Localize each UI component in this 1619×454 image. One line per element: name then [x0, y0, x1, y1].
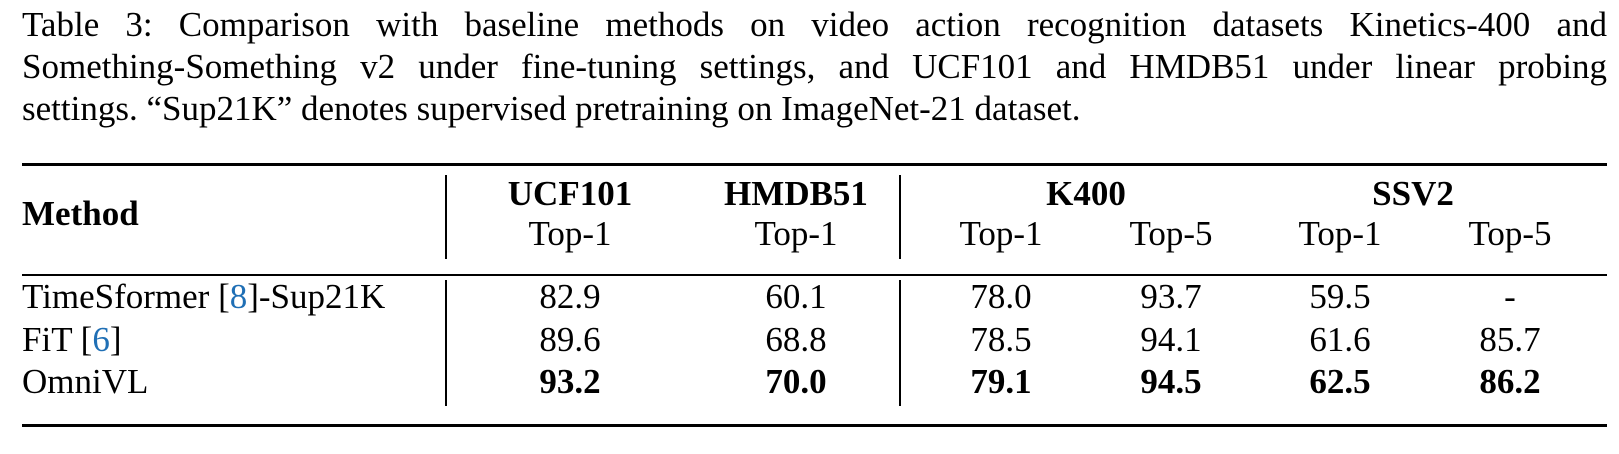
row-2-ucf101: 89.6	[539, 320, 601, 359]
table-top-rule	[22, 163, 1607, 166]
row-3-method	[22, 362, 148, 402]
row-3-ucf101: 93.2	[539, 362, 601, 401]
table-bottom-rule	[22, 424, 1607, 427]
row-2-method	[22, 320, 122, 360]
row-1-method-prefix: TimeSformer [	[22, 277, 230, 316]
subheader-k400-top5: Top-5	[1129, 214, 1213, 253]
row-2-ssv2-top5: 85.7	[1479, 320, 1541, 359]
row-1-ucf101: 82.9	[539, 277, 601, 316]
header-k400: K400	[1046, 174, 1126, 213]
subheader-ssv2-top5: Top-5	[1468, 214, 1552, 253]
row-3-k400-top1: 79.1	[970, 362, 1032, 401]
header-ssv2: SSV2	[1372, 174, 1454, 213]
caption-line-1: Table 3: Comparison with baseline methods on video action recognition datasets Kinetics-400 and	[22, 5, 1607, 44]
row-1-k400-top1: 78.0	[970, 277, 1032, 316]
row-1-method	[22, 277, 385, 317]
table-mid-rule	[22, 274, 1607, 276]
subheader-hmdb51-top1: Top-1	[754, 214, 838, 253]
row-1-hmdb51: 60.1	[765, 277, 827, 316]
row-2-citation-link[interactable]: 6	[92, 320, 110, 359]
row-2-method-suffix: ]	[109, 320, 122, 359]
row-1-ssv2-top1: 59.5	[1309, 277, 1371, 316]
caption-line-2: Something-Something v2 under fine-tuning settings, and UCF101 and HMDB51 under linear probing	[22, 47, 1607, 86]
header-separator-2	[899, 175, 901, 259]
row-2-method-prefix: FiT [	[22, 320, 93, 359]
header-method: Method	[22, 194, 139, 233]
row-2-k400-top5: 94.1	[1140, 320, 1202, 359]
row-1-citation-link[interactable]: 8	[229, 277, 248, 316]
header-ucf101: UCF101	[507, 174, 633, 213]
row-1-k400-top5: 93.7	[1140, 277, 1202, 316]
subheader-ssv2-top1: Top-1	[1298, 214, 1382, 253]
subheader-k400-top1: Top-1	[959, 214, 1043, 253]
body-separator-2	[899, 280, 901, 406]
row-3-hmdb51: 70.0	[765, 362, 827, 401]
row-3-ssv2-top5: 86.2	[1479, 362, 1541, 401]
row-1-ssv2-top5: -	[1504, 277, 1516, 316]
row-3-ssv2-top1: 62.5	[1309, 362, 1371, 401]
row-2-k400-top1: 78.5	[970, 320, 1032, 359]
body-separator-1	[445, 280, 447, 406]
subheader-ucf101-top1: Top-1	[528, 214, 612, 253]
row-3-k400-top5: 94.5	[1140, 362, 1202, 401]
row-2-hmdb51: 68.8	[765, 320, 827, 359]
row-3-method-prefix: OmniVL	[22, 362, 149, 401]
table-caption	[22, 4, 1607, 130]
caption-line-3: settings. “Sup21K” denotes supervised pretraining on ImageNet-21 dataset.	[22, 89, 1081, 128]
header-hmdb51: HMDB51	[724, 174, 868, 213]
row-2-ssv2-top1: 61.6	[1309, 320, 1371, 359]
header-separator-1	[445, 175, 447, 259]
row-1-method-suffix: ]-Sup21K	[247, 277, 386, 316]
